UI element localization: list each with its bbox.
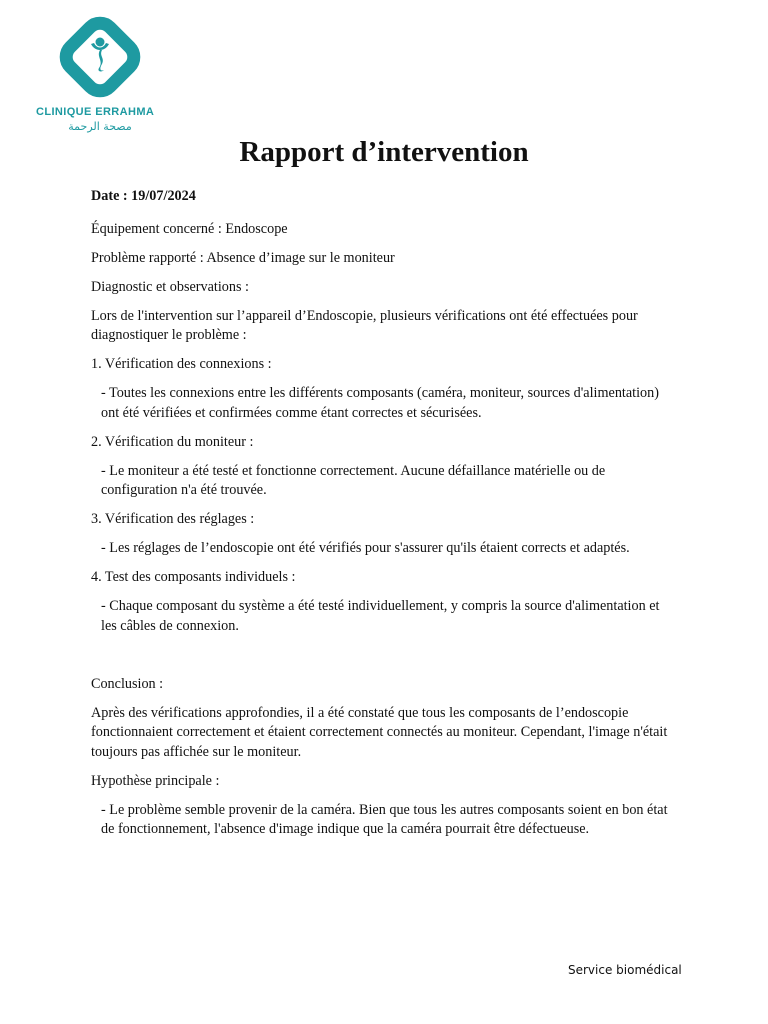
footer-service: Service biomédical (568, 963, 682, 977)
step-heading: 4. Test des composants individuels : (91, 569, 296, 585)
step-heading: 3. Vérification des réglages : (91, 511, 255, 527)
hypothesis-heading: Hypothèse principale : (91, 772, 220, 789)
problem-line: Problème rapporté : Absence d’image sur le moniteur (91, 249, 395, 266)
clinic-name-arabic: مصحة الرحمة (68, 120, 132, 133)
report-date: Date : 19/07/2024 (91, 188, 196, 204)
report-title: Rapport d’intervention (239, 136, 529, 168)
section-spacer (91, 646, 671, 675)
diagnostic-heading: Diagnostic et observations : (91, 278, 250, 295)
step-heading: 2. Vérification du moniteur : (91, 433, 254, 450)
step-detail: - Le moniteur a été testé et fonctionne correctement. Aucune défaillance matérielle ou de configuration n'a été trouvée. (101, 462, 606, 498)
clinic-logo-icon (55, 12, 145, 102)
conclusion-heading: Conclusion : (91, 675, 164, 692)
step-heading: 1. Vérification des connexions : (91, 356, 272, 372)
equipment-line: Équipement concerné : Endoscope (91, 220, 288, 237)
conclusion-paragraph: Après des vérifications approfondies, il a été constaté que tous les composants de l’endoscopie fonctionnaient correctement et étaient correctement connectés au moniteur. Cependant, l'image n'était toujours pas affichée sur le moniteur. (91, 704, 668, 760)
step-detail: - Les réglages de l’endoscopie ont été vérifiés pour s'assurer qu'ils étaient corrects et adaptés. (101, 540, 630, 556)
hypothesis-paragraph: - Le problème semble provenir de la caméra. Bien que tous les autres composants soient en bon état de fonctionnement, l'absence d'image indique que la caméra pourrait être défectueuse. (101, 801, 668, 837)
clinic-logo (30, 12, 175, 137)
step-detail: - Toutes les connexions entre les différents composants (caméra, moniteur, sources d'alimentation) ont été vérifiées et confirmées comme étant correctes et sécurisées. (101, 385, 659, 421)
report-body (91, 187, 671, 849)
step-detail: - Chaque composant du système a été testé individuellement, y compris la source d'alimentation et les câbles de connexion. (101, 598, 660, 634)
clinic-name: CLINIQUE ERRAHMA (36, 106, 155, 118)
intro-paragraph: Lors de l'intervention sur l’appareil d’Endoscopie, plusieurs vérifications ont été effectuées pour diagnostiquer le problème : (91, 307, 638, 343)
